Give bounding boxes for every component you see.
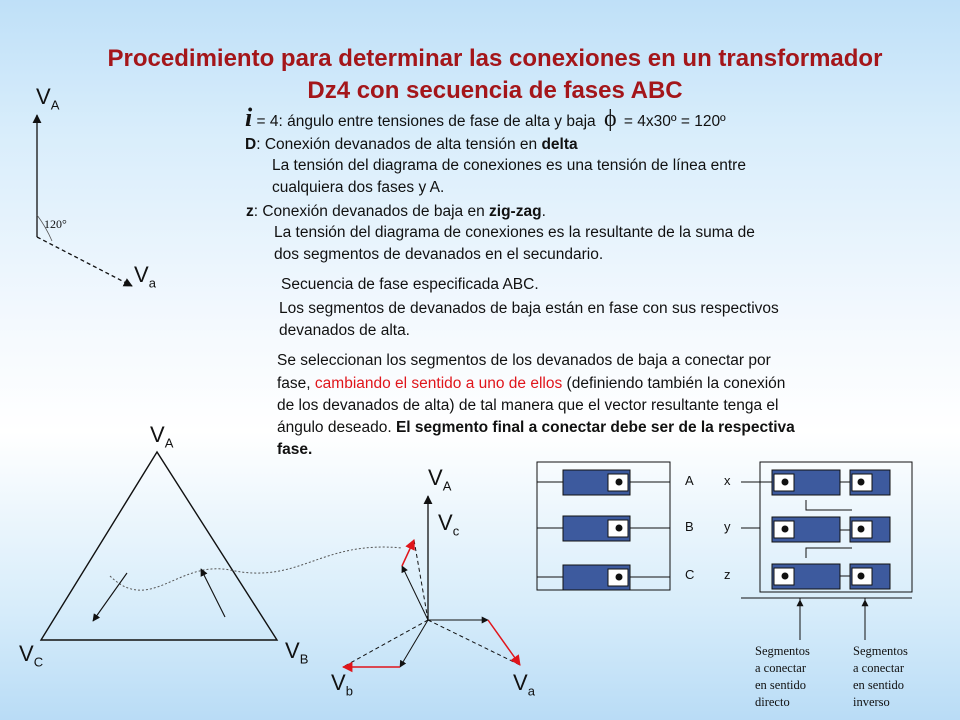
caption-direct: Segmentos a conectar en sentido directo: [755, 644, 810, 709]
small-phasor-diagram: [37, 115, 132, 286]
selection-line-2: fase, cambiando el sentido a uno de ellos (definiendo también la conexión: [277, 375, 786, 392]
triangle-vb-label: $V_B$: [285, 638, 309, 667]
zigzag-phasor-diagram: [343, 496, 520, 667]
selection-line-1: Se seleccionan los segmentos de los devanados de baja a conectar por: [277, 352, 771, 369]
terminal-y: y: [724, 519, 731, 534]
terminal-x: x: [724, 473, 731, 488]
zigzag-va-label: $V_A$: [428, 465, 452, 494]
zigzag-vc-label: $V_c$: [438, 510, 460, 539]
zc-grey: [402, 566, 428, 620]
page-subtitle: Dz4 con secuencia de fases ABC: [307, 77, 683, 104]
index-symbol: i: [245, 103, 253, 132]
terminal-a: A: [685, 473, 694, 488]
sequence-text: Secuencia de fase especificada ABC.: [281, 276, 539, 293]
small-va-low-label: $V_a$: [134, 262, 156, 291]
zigzag-desc-1: La tensión del diagrama de conexiones es la resultante de la suma de: [274, 224, 755, 241]
delta-desc-1: La tensión del diagrama de conexiones es una tensión de línea entre: [272, 157, 746, 174]
phi-symbol: ϕ: [603, 106, 617, 132]
caption-inverse: Segmentos a conectar en sentido inverso: [853, 644, 908, 709]
angle-label: 120°: [44, 217, 67, 231]
highlight-red: cambiando el sentido a uno de ellos: [314, 375, 563, 392]
formula-result: = 4x30º = 120º: [623, 113, 726, 130]
sequence-desc-2: devanados de alta.: [279, 322, 410, 339]
zigzag-heading: z: Conexión devanados de baja en zig-zag.: [246, 203, 546, 220]
triangle-vc-label: $V_C$: [19, 641, 44, 670]
selection-line-4: ángulo deseado. El segmento final a conectar debe ser de la respectiva: [277, 419, 795, 436]
za-dash: [428, 620, 520, 665]
delta-inner-arrow-1: [93, 573, 127, 621]
sequence-desc-1: Los segmentos de devanados de baja están en fase con sus respectivos: [279, 300, 779, 317]
zb-seg: [400, 620, 428, 667]
delta-triangle: [41, 452, 402, 640]
delta-desc-2: cualquiera dos fases y A.: [272, 179, 445, 196]
terminal-c: C: [685, 567, 695, 582]
page-title: Procedimiento para determinar las conexiones en un transformador: [107, 45, 883, 72]
delta-heading: D: Conexión devanados de alta tensión en delta: [245, 136, 578, 153]
selection-line-5: fase.: [277, 441, 313, 458]
terminal-b: B: [685, 519, 694, 534]
delta-dotted-curve: [110, 547, 402, 590]
zigzag-va-low-label: $V_a$: [513, 670, 535, 699]
zigzag-vb-label: $V_b$: [331, 670, 353, 699]
zc-dash: [414, 540, 428, 620]
delta-inner-arrow-2: [201, 569, 225, 617]
formula-text: = 4: ángulo entre tensiones de fase de alta y baja: [256, 113, 596, 130]
zb-dash: [343, 620, 428, 667]
small-va-label: $V_A$: [36, 84, 60, 113]
terminal-z: z: [724, 567, 731, 582]
zigzag-desc-2: dos segmentos de devanados en el secundario.: [274, 246, 604, 263]
va-low-vector: [37, 237, 132, 286]
triangle-va-label: $V_A$: [150, 422, 174, 451]
caption-arrows: [800, 600, 865, 638]
selection-line-3: de los devanados de alta) de tal manera que el vector resultante tenga el: [277, 397, 779, 414]
za-red: [488, 620, 520, 665]
zc-red: [402, 540, 414, 566]
